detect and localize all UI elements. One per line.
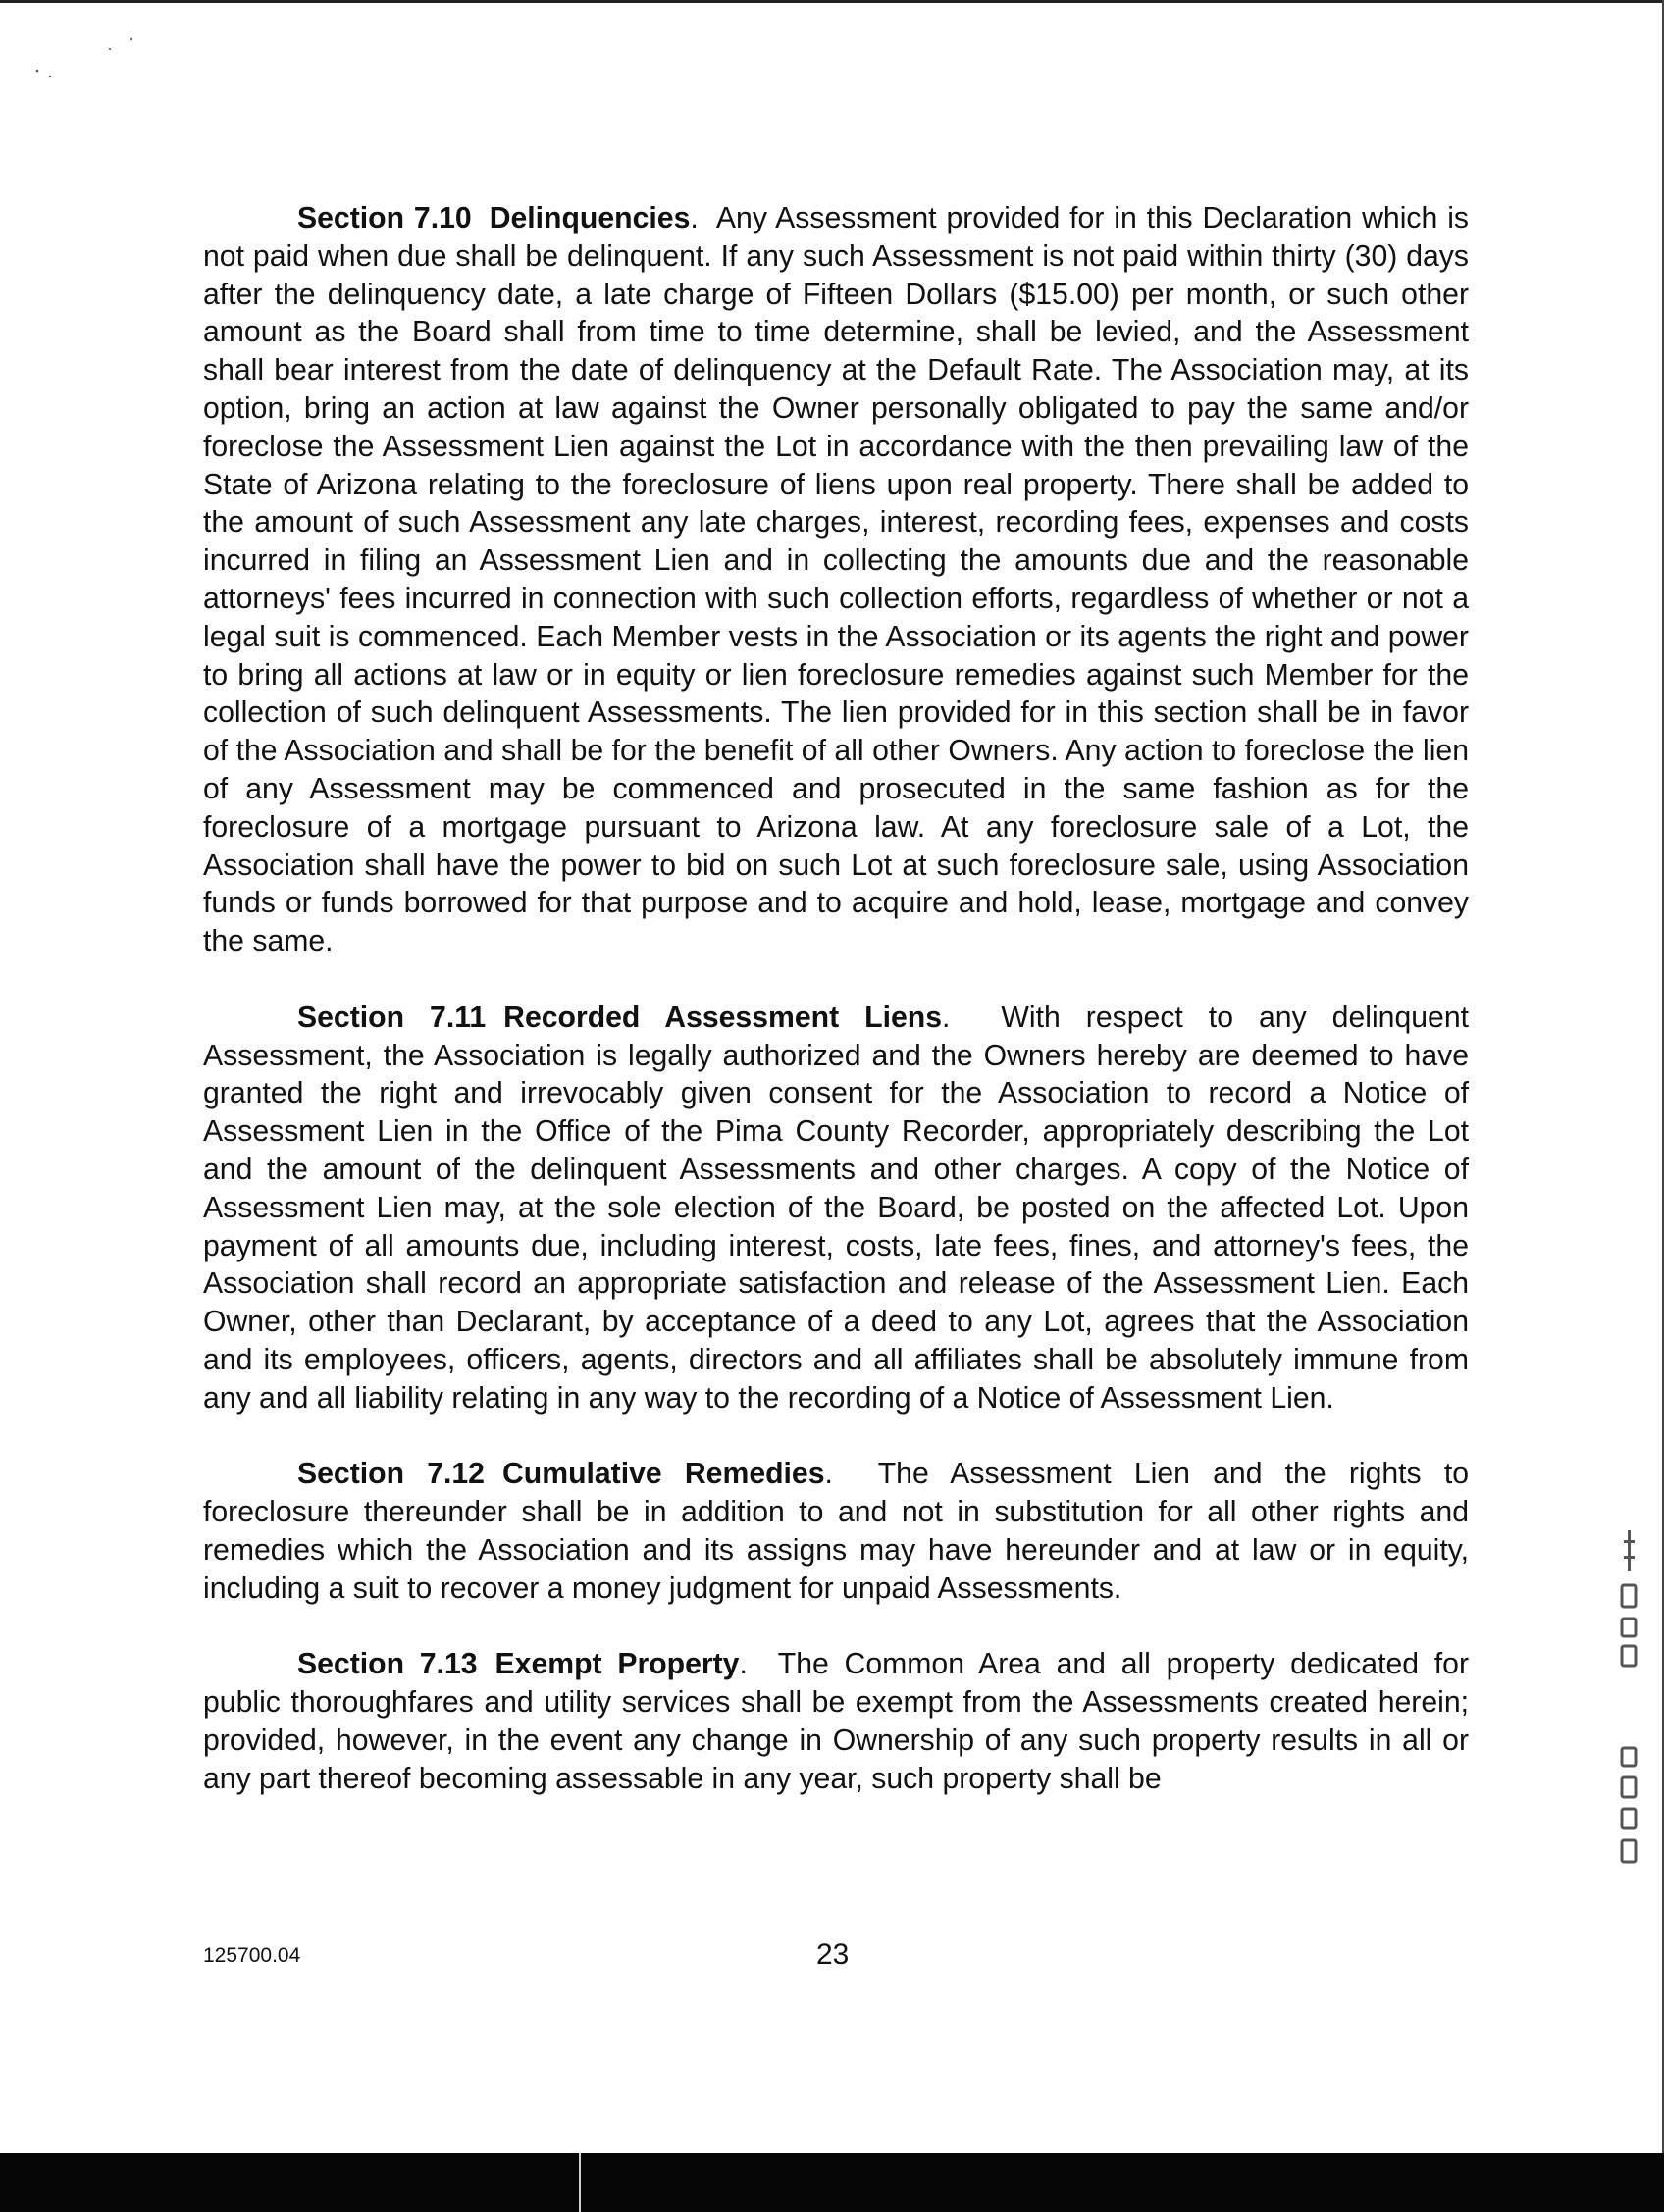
section-text: Any Assessment provided for in this Declaration which is not paid when due shall be delinquent. If any such Assessment is not paid within thirty (30) days after the delinquency date, a late charge of Fifteen Dollars ($15.00) per month, or such other amount as the Board shall from time to time determine, shall be levied, and the Assessment shall bear interest from the date of delinquency at the Default Rate. The Association may, at its option, bring an action at law against the Owner personally obligated to pay the same and/or foreclose the Assessment Lien against the Lot in accordance with the then prevailing law of the State of Arizona relating to the foreclosure of liens upon real property. There shall be added to the amount of such Assessment any late charges, interest, recording fees, expenses and costs incurred in filing an Assessment Lien and in collecting the amounts due and the reasonable attorneys' fees incurred in connection with such collection efforts, regardless of whether or not a legal suit is commenced. Each Member vests in the Association or its agents the right and power to bring all actions at law or in equity or lien foreclosure remedies against such Member for the collection of such delinquent Assessments. The lien provided for in this section shall be in favor of the Association and shall be for the benefit of all other Owners. Any action to foreclose the lien of any Assessment may be commenced and prosecuted in the same fashion as for the foreclosure of a mortgage pursuant to Arizona law. At any foreclosure sale of a Lot, the Association shall have the power to bid on such Lot at such foreclosure sale, using Association funds or funds borrowed for that purpose and to acquire and hold, lease, mortgage and convey the same. xyxy=(203,202,1469,958)
section-text: The Common Area and all property dedicated for public thoroughfares and utility services shall be exempt from the Assessments created herein; provided, however, in the event any change in Ownership of any such property results in all or any part thereof becoming assessable in any year, such property shall be xyxy=(203,1648,1469,1795)
section-7-13-paragraph xyxy=(203,1646,1469,1798)
footer-page-number: 23 xyxy=(816,1938,850,1971)
footer-doc-number: 125700.04 xyxy=(203,1944,301,1967)
section-number: Section 7.12 xyxy=(297,1458,485,1491)
section-title: Exempt Property xyxy=(494,1648,740,1681)
scan-specks xyxy=(29,29,147,88)
section-7-10-paragraph xyxy=(203,200,1469,961)
heading-terminator: . xyxy=(690,202,699,234)
heading-terminator: . xyxy=(739,1648,748,1681)
section-text: The Assessment Lien and the rights to foreclosure thereunder shall be in addition to and not in substitution for all other rights and remedies which the Association and its assigns may have hereunder and at law or in equity, including a suit to recover a money judgment for unpaid Assessments. xyxy=(203,1458,1469,1605)
section-number: Section 7.13 xyxy=(297,1648,478,1681)
scan-top-edge xyxy=(0,0,1664,3)
scan-bottom-line xyxy=(579,2153,581,2212)
section-title: Recorded Assessment Liens xyxy=(503,1001,942,1034)
section-title: Delinquencies xyxy=(489,202,691,234)
recorder-side-stamp xyxy=(1614,1530,1653,1883)
heading-terminator: . xyxy=(824,1458,833,1491)
section-number: Section 7.11 xyxy=(297,1001,487,1034)
section-number: Section 7.10 xyxy=(297,202,472,234)
section-7-12-paragraph xyxy=(203,1456,1469,1608)
section-text: With respect to any delinquent Assessment, the Association is legally authorized and the Owners hereby are deemed to have granted the right and irrevocably given consent for the Association to record a Notice of Assessment Lien in the Office of the Pima County Recorder, appropriately describing the Lot and the amount of the delinquent Assessments and other charges. A copy of the Notice of Assessment Lien may, at the sole election of the Board, be posted on the affected Lot. Upon payment of all amounts due, including interest, costs, late fees, fines, and attorney's fees, the Association shall record an appropriate satisfaction and release of the Assessment Lien. Each Owner, other than Declarant, by acceptance of a deed to any Lot, agrees that the Association and its employees, officers, agents, directors and all affiliates shall be absolutely immune from any and all liability relating in any way to the recording of a Notice of Assessment Lien. xyxy=(203,1001,1470,1415)
document-body xyxy=(203,200,1469,1836)
section-title: Cumulative Remedies xyxy=(501,1458,825,1491)
section-7-11-paragraph xyxy=(203,1000,1469,1418)
scan-bottom-bar xyxy=(0,2153,1664,2212)
heading-terminator: . xyxy=(942,1001,951,1034)
